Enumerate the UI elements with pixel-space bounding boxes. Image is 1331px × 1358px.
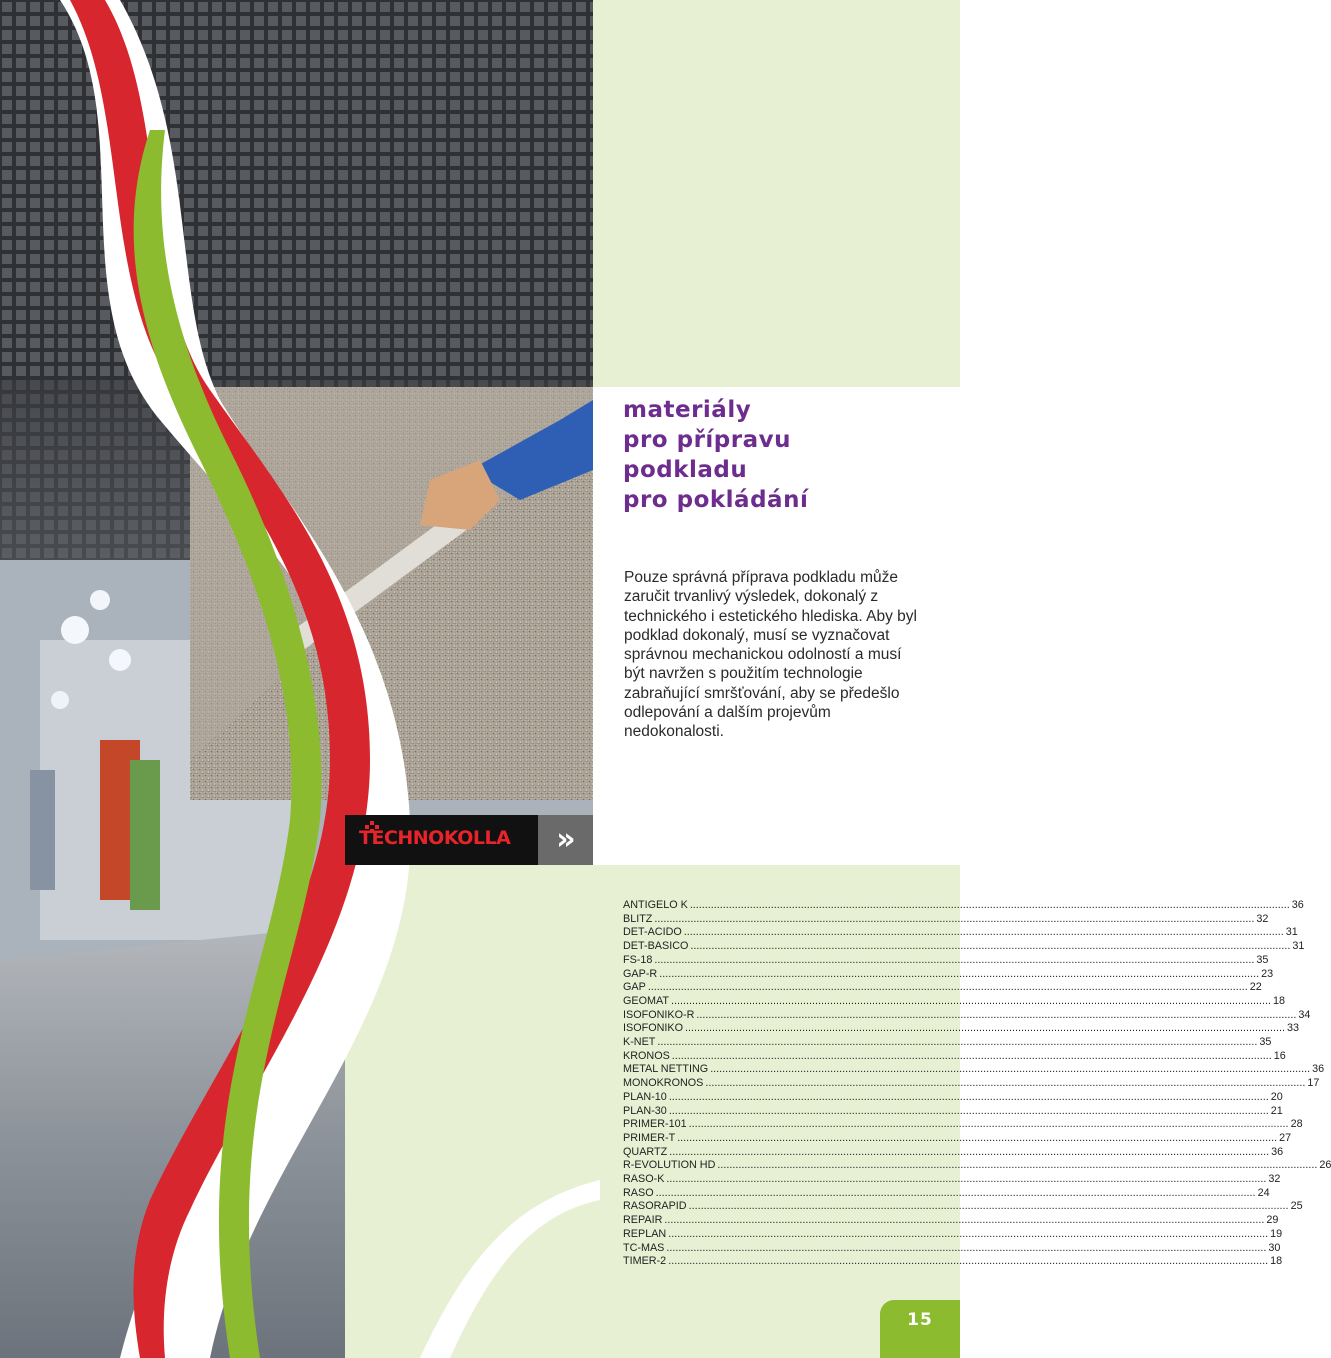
index-row [623, 1063, 1325, 1077]
index-leader-dots: ........................................................................................................................................................................................................ [655, 1186, 1256, 1199]
index-row [623, 1227, 1283, 1242]
intro-paragraph: Pouze správná příprava podkladu může zaručit trvanlivý výsledek, dokonalý z technického i estetického hlediska. Aby byl podklad dokonalý, musí se vyznačovat správnou mechanickou odolností a musí být navržen s použitím technologie zabraňující smršťování, aby se předešlo odlepování a dalším projevům nedokonalosti. [624, 569, 917, 741]
index-row [623, 1159, 1331, 1173]
title-line: materiály [623, 397, 752, 423]
index-leader-dots: ........................................................................................................................................................................................................ [669, 1145, 1270, 1158]
index-product-name: PRIMER-101 [623, 1118, 687, 1131]
index-product-name: ANTIGELO K [623, 899, 688, 911]
index-page-number: 23 [1261, 967, 1274, 980]
index-product-name: TIMER-2 [623, 1255, 667, 1268]
index-leader-dots: ........................................................................................................................................................................................................ [666, 1241, 1267, 1254]
index-page-number: 36 [1312, 1063, 1325, 1076]
index-row [623, 1077, 1320, 1091]
index-product-name: QUARTZ [623, 1145, 668, 1158]
index-leader-dots: ........................................................................................................................................................................................................ [668, 1104, 1269, 1117]
index-row [623, 926, 1298, 940]
index-leader-dots: ........................................................................................................................................................................................................ [689, 899, 1290, 911]
product-index [623, 899, 1331, 1269]
index-product-name: RASO-K [623, 1173, 665, 1186]
index-page-number: 26 [1319, 1159, 1331, 1172]
index-product-name: BLITZ [623, 912, 653, 925]
section-title [623, 395, 808, 515]
index-product-name: R-EVOLUTION HD [623, 1159, 716, 1172]
index-row [623, 994, 1285, 1009]
index-leader-dots: ........................................................................................................................................................................................................ [666, 1173, 1267, 1186]
index-product-name: PLAN-30 [623, 1104, 667, 1117]
index-product-name: DET-BASICO [623, 940, 689, 953]
index-product-name: REPLAN [623, 1227, 667, 1240]
index-row [623, 967, 1274, 982]
index-page-number: 31 [1292, 940, 1305, 953]
index-page-number: 32 [1256, 912, 1269, 925]
index-leader-dots: ........................................................................................................................................................................................................ [671, 1049, 1272, 1062]
page-number-badge [880, 1300, 960, 1358]
index-leader-dots: ........................................................................................................................................................................................................ [690, 940, 1291, 953]
index-row [623, 1214, 1279, 1228]
index-page-number: 36 [1291, 899, 1304, 911]
index-page-number: 32 [1268, 1173, 1281, 1186]
index-leader-dots: ........................................................................................................................................................................................................ [710, 1063, 1311, 1076]
index-row [623, 1118, 1303, 1132]
index-row [623, 981, 1262, 995]
index-page-number: 33 [1286, 1022, 1299, 1035]
index-page-number: 19 [1270, 1227, 1283, 1240]
index-page-number: 30 [1268, 1241, 1281, 1254]
page-number: 15 [907, 1310, 933, 1330]
index-row [623, 1022, 1299, 1036]
index-leader-dots: ........................................................................................................................................................................................................ [683, 926, 1284, 939]
index-leader-dots: ........................................................................................................................................................................................................ [671, 994, 1271, 1007]
index-leader-dots: ........................................................................................................................................................................................................ [717, 1159, 1318, 1172]
index-row [623, 940, 1305, 954]
index-row [623, 1186, 1270, 1201]
index-leader-dots: ........................................................................................................................................................................................................ [668, 1090, 1269, 1103]
index-page-number: 29 [1266, 1214, 1279, 1227]
logo-text: TECHNOKOLLA [359, 827, 511, 849]
index-product-name: REPAIR [623, 1214, 663, 1227]
index-row [623, 1131, 1292, 1146]
brand-bar [345, 815, 593, 865]
index-page-number: 16 [1273, 1049, 1286, 1062]
index-product-name: KRONOS [623, 1049, 670, 1062]
index-row [623, 1090, 1283, 1105]
index-page-number: 18 [1272, 994, 1285, 1007]
index-leader-dots: ........................................................................................................................................................................................................ [659, 967, 1260, 980]
index-page-number: 27 [1279, 1131, 1292, 1144]
double-chevron-icon: » [556, 822, 576, 857]
title-line: pro pokládání [623, 487, 809, 513]
index-leader-dots: ........................................................................................................................................................................................................ [688, 1200, 1289, 1213]
index-product-name: ISOFONIKO [623, 1022, 683, 1035]
index-row [623, 1008, 1311, 1023]
index-page-number: 20 [1270, 1090, 1283, 1103]
index-page-number: 22 [1249, 981, 1262, 994]
index-page-number: 18 [1270, 1255, 1283, 1268]
index-product-name: METAL NETTING [623, 1063, 709, 1076]
index-product-name: K-NET [623, 1036, 656, 1049]
index-product-name: RASO [623, 1186, 654, 1199]
index-product-name: MONOKRONOS [623, 1077, 704, 1090]
index-leader-dots: ........................................................................................................................................................................................................ [668, 1255, 1269, 1268]
index-leader-dots: ........................................................................................................................................................................................................ [696, 1008, 1297, 1021]
index-row [623, 1173, 1281, 1187]
index-leader-dots: ........................................................................................................................................................................................................ [657, 1036, 1258, 1049]
index-page-number: 24 [1257, 1186, 1270, 1199]
index-row [623, 1049, 1286, 1064]
index-row [623, 1145, 1284, 1160]
index-leader-dots: ........................................................................................................................................................................................................ [654, 953, 1255, 966]
index-page-number: 21 [1270, 1104, 1283, 1117]
index-row [623, 1255, 1283, 1269]
index-page-number: 36 [1271, 1145, 1284, 1158]
index-product-name: GAP-R [623, 967, 658, 980]
index-row [623, 1104, 1283, 1119]
index-product-name: FS-18 [623, 953, 653, 966]
title-line: pro přípravu [623, 427, 791, 453]
index-leader-dots: ........................................................................................................................................................................................................ [654, 912, 1255, 925]
index-page-number: 31 [1285, 926, 1298, 939]
index-leader-dots: ........................................................................................................................................................................................................ [664, 1214, 1265, 1227]
index-leader-dots: ........................................................................................................................................................................................................ [668, 1227, 1269, 1240]
index-row [623, 1241, 1281, 1256]
index-page-number: 17 [1307, 1077, 1320, 1090]
index-leader-dots: ........................................................................................................................................................................................................ [688, 1118, 1289, 1131]
index-page-number: 34 [1298, 1008, 1311, 1021]
index-page-number: 35 [1256, 953, 1269, 966]
index-row [623, 953, 1269, 968]
index-row [623, 899, 1304, 913]
title-line: podkladu [623, 457, 748, 483]
index-page-number: 35 [1259, 1036, 1272, 1049]
index-leader-dots: ........................................................................................................................................................................................................ [705, 1077, 1306, 1090]
index-product-name: TC-MAS [623, 1241, 665, 1254]
index-product-name: RASORAPID [623, 1200, 687, 1213]
index-row [623, 1200, 1303, 1214]
index-product-name: PRIMER-T [623, 1131, 676, 1144]
index-page-number: 28 [1290, 1118, 1303, 1131]
index-page-number: 25 [1290, 1200, 1303, 1213]
index-leader-dots: ........................................................................................................................................................................................................ [685, 1022, 1285, 1035]
index-leader-dots: ........................................................................................................................................................................................................ [677, 1131, 1278, 1144]
index-product-name: GAP [623, 981, 646, 994]
technokolla-logo [345, 815, 538, 865]
index-leader-dots: ........................................................................................................................................................................................................ [647, 981, 1248, 994]
index-row [623, 912, 1269, 927]
index-row [623, 1036, 1272, 1050]
index-product-name: PLAN-10 [623, 1090, 667, 1103]
index-product-name: GEOMAT [623, 994, 669, 1007]
index-product-name: ISOFONIKO-R [623, 1008, 695, 1021]
index-product-name: DET-ACIDO [623, 926, 682, 939]
